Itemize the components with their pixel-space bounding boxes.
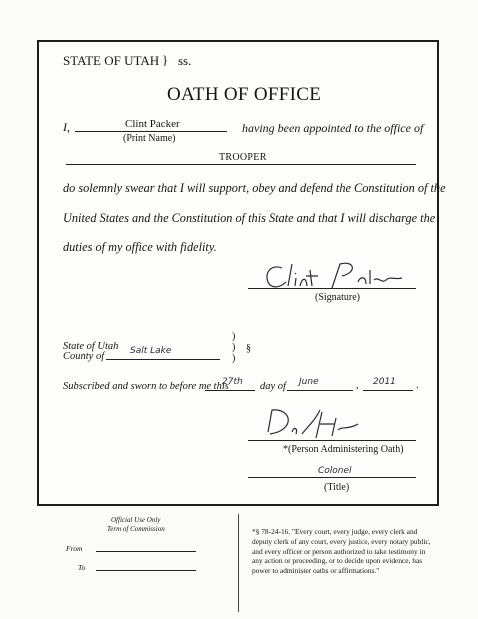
administrator-signature [262,404,372,444]
to-line [96,570,196,571]
paren-1: ) [232,331,236,342]
appointment-text: having been appointed to the office of [242,121,424,135]
year-value: 2011 [373,377,396,387]
day-of-label: day of [260,381,286,392]
year-line [363,390,413,391]
paren-3: ) [232,353,236,364]
year-comma: , [356,380,359,391]
from-line [96,551,196,552]
venue-county-label: County of [63,351,105,362]
county-line [106,359,220,360]
statute-line: any action or proceeding, or to decide upon evidence, has [252,556,423,566]
term-of-commission: Term of Commission [107,525,165,533]
office-line [66,164,416,165]
print-name-caption: (Print Name) [123,133,176,144]
title-value: Colonel [318,466,352,476]
form-title: OATH OF OFFICE [167,84,322,105]
section-divider [238,514,239,612]
signature-line [248,288,416,289]
official-use-heading: Official Use Only [111,516,161,524]
office-value: TROOPER [219,152,267,163]
paren-2: ) [232,342,236,353]
day-line [205,390,255,391]
signature-caption: (Signature) [315,292,360,303]
oath-text-line-1: do solemnly swear that I will support, obey and defend the Constitution of the [63,181,446,195]
venue-state: State of Utah [63,341,119,352]
month-line [287,390,353,391]
oath-text-line-2: United States and the Constitution of this State and that I will discharge the [63,211,436,225]
state-brace: } [162,52,169,67]
state-label: STATE OF UTAH [63,53,160,68]
statute-text [252,527,431,576]
administrator-line [248,440,416,441]
section-mark: § [246,343,251,354]
county-value: Salt Lake [130,346,172,356]
print-name-line [75,131,227,132]
title-caption: (Title) [324,482,350,493]
day-value: 27th [222,377,243,387]
month-value: June [299,377,319,387]
print-name-value: Clint Packer [125,118,180,130]
title-line [248,477,416,478]
statute-line: and every officer or person authorized to take testimony in [252,546,426,556]
from-label: From [66,544,83,553]
statute-line: power to administer oaths or affirmations." [252,566,380,576]
ss-label: ss. [178,53,192,68]
subscribed-text: Subscribed and sworn to before me this [63,381,229,392]
i-label: I, [63,120,70,134]
statute-line: deputy clerk of any court, every justice, every notary public, [252,536,431,546]
oath-text-line-3: duties of my office with fidelity. [63,240,217,254]
to-label: To [78,563,86,572]
year-period: . [416,380,419,391]
statute-line: *§ 78-24-16. "Every court, every judge, every clerk and [252,527,418,536]
administrator-caption: *(Person Administering Oath) [283,444,404,455]
